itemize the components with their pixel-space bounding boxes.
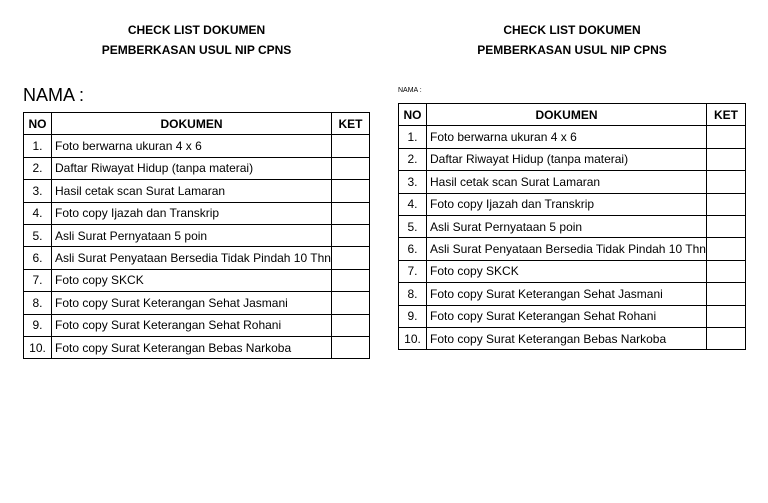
document-checklist-table [398, 103, 746, 350]
row-number: 6. [24, 247, 52, 269]
row-number: 7. [399, 260, 427, 282]
row-number: 1. [399, 126, 427, 148]
document-name: Hasil cetak scan Surat Lamaran [52, 180, 332, 202]
header-dokumen: DOKUMEN [427, 104, 707, 126]
ket-cell [707, 238, 746, 260]
row-number: 4. [24, 202, 52, 224]
document-name: Foto copy SKCK [52, 269, 332, 291]
document-title: CHECK LIST DOKUMEN [127, 23, 266, 37]
ket-cell [332, 247, 370, 269]
document-name: Foto copy Surat Keterangan Sehat Rohani [427, 305, 707, 327]
ket-cell [707, 148, 746, 170]
document-name: Foto copy Surat Keterangan Bebas Narkoba [52, 336, 332, 358]
row-number: 9. [399, 305, 427, 327]
document-name: Foto copy Surat Keterangan Sehat Rohani [52, 314, 332, 336]
table-row [24, 292, 370, 314]
document-subtitle: PEMBERKASAN USUL NIP CPNS [101, 43, 292, 57]
ket-cell [707, 260, 746, 282]
header-ket: KET [332, 113, 370, 135]
row-number: 7. [24, 269, 52, 291]
document-name: Foto copy Surat Keterangan Sehat Jasmani [52, 292, 332, 314]
row-number: 9. [24, 314, 52, 336]
table-row [24, 202, 370, 224]
document-name: Asli Surat Pernyataan 5 poin [427, 215, 707, 237]
document-name: Daftar Riwayat Hidup (tanpa materai) [52, 157, 332, 179]
table-header-row [24, 113, 370, 135]
document-name: Foto copy Surat Keterangan Sehat Jasmani [427, 283, 707, 305]
document-checklist-table [23, 112, 370, 359]
header-no: NO [24, 113, 52, 135]
ket-cell [707, 327, 746, 349]
table-row [399, 193, 746, 215]
document-name: Asli Surat Penyataan Bersedia Tidak Pindah 10 Thn [427, 238, 707, 260]
header-dokumen: DOKUMEN [52, 113, 332, 135]
table-row [399, 305, 746, 327]
row-number: 8. [399, 283, 427, 305]
ket-cell [332, 269, 370, 291]
table-row [399, 126, 746, 148]
row-number: 3. [24, 180, 52, 202]
ket-cell [707, 171, 746, 193]
nama-label: NAMA : [398, 87, 422, 94]
ket-cell [332, 336, 370, 358]
ket-cell [332, 202, 370, 224]
ket-cell [332, 180, 370, 202]
document-name: Asli Surat Penyataan Bersedia Tidak Pindah 10 Thn [52, 247, 332, 269]
ket-cell [707, 305, 746, 327]
table-row [24, 157, 370, 179]
nama-label: NAMA : [23, 85, 85, 105]
table-row [399, 238, 746, 260]
document-name: Daftar Riwayat Hidup (tanpa materai) [427, 148, 707, 170]
ket-cell [332, 224, 370, 246]
table-row [399, 148, 746, 170]
row-number: 6. [399, 238, 427, 260]
document-name: Hasil cetak scan Surat Lamaran [427, 171, 707, 193]
table-row [399, 171, 746, 193]
row-number: 2. [24, 157, 52, 179]
ket-cell [707, 215, 746, 237]
row-number: 8. [24, 292, 52, 314]
document-name: Foto copy Ijazah dan Transkrip [427, 193, 707, 215]
document-subtitle: PEMBERKASAN USUL NIP CPNS [477, 43, 667, 57]
table-row [24, 247, 370, 269]
table-header-row [399, 104, 746, 126]
table-row [24, 314, 370, 336]
row-number: 1. [24, 135, 52, 157]
table-row [399, 215, 746, 237]
document-name: Foto copy Ijazah dan Transkrip [52, 202, 332, 224]
table-row [399, 327, 746, 349]
header-no: NO [399, 104, 427, 126]
row-number: 3. [399, 171, 427, 193]
row-number: 5. [399, 215, 427, 237]
document-name: Foto copy SKCK [427, 260, 707, 282]
header-ket: KET [707, 104, 746, 126]
table-row [24, 135, 370, 157]
ket-cell [707, 283, 746, 305]
table-row [24, 224, 370, 246]
row-number: 2. [399, 148, 427, 170]
document-name: Foto berwarna ukuran 4 x 6 [52, 135, 332, 157]
table-row [24, 269, 370, 291]
ket-cell [332, 314, 370, 336]
table-row [399, 283, 746, 305]
row-number: 5. [24, 224, 52, 246]
row-number: 4. [399, 193, 427, 215]
table-row [24, 180, 370, 202]
row-number: 10. [24, 336, 52, 358]
table-row [399, 260, 746, 282]
ket-cell [332, 292, 370, 314]
ket-cell [707, 126, 746, 148]
document-title: CHECK LIST DOKUMEN [503, 23, 641, 37]
ket-cell [332, 157, 370, 179]
ket-cell [332, 135, 370, 157]
document-name: Foto copy Surat Keterangan Bebas Narkoba [427, 327, 707, 349]
ket-cell [707, 193, 746, 215]
document-name: Foto berwarna ukuran 4 x 6 [427, 126, 707, 148]
row-number: 10. [399, 327, 427, 349]
table-row [24, 336, 370, 358]
document-name: Asli Surat Pernyataan 5 poin [52, 224, 332, 246]
